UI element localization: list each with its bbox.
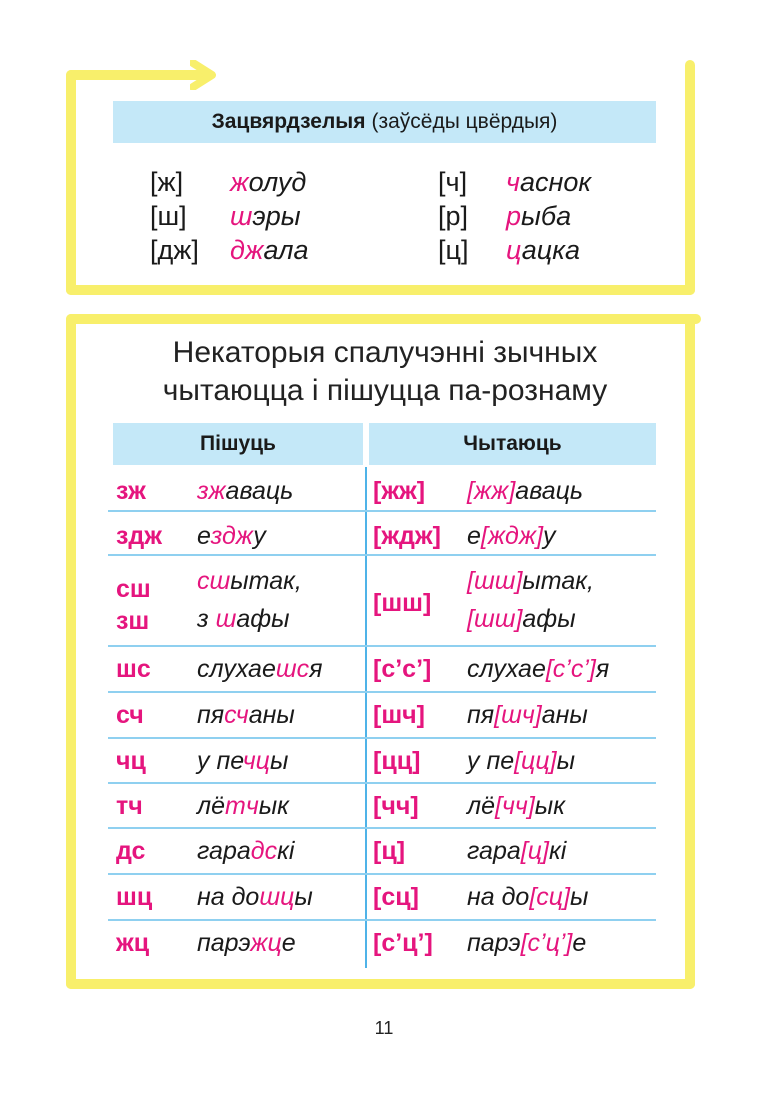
marker-top-2 [66, 314, 701, 324]
panel1-title-bold: Зацвярдзелыя [211, 110, 366, 133]
transcription-cell: [шч] [373, 701, 426, 729]
col-header-write: Пішуць [113, 423, 363, 465]
marker-left-1 [66, 70, 76, 295]
row-divider [108, 827, 656, 829]
pair-left-1 [150, 165, 306, 199]
write-example: сшытак, [197, 567, 302, 595]
sound-label: [ж] [150, 167, 184, 197]
marker-right-1 [685, 60, 695, 295]
read-example: на до[сц]ы [467, 883, 589, 911]
row-divider [108, 782, 656, 784]
write-example: пясчаны [197, 701, 295, 729]
word-rest: ацка [521, 235, 580, 265]
read-example: [шш]ытак, [467, 567, 595, 595]
read-example: у пе[цц]ы [467, 747, 575, 775]
write-example: езджу [197, 522, 266, 550]
row-divider [108, 510, 656, 512]
marker-bottom-2 [66, 979, 695, 989]
write-example: зжаваць [197, 477, 294, 505]
combo-cell: зж [116, 477, 146, 505]
word-rest: эры [252, 201, 301, 231]
panel1-header [113, 101, 656, 143]
write-example: парэжце [197, 929, 296, 957]
panel2-title-line2: чытаюцца і пішуцца па-рознаму [162, 374, 608, 407]
transcription-cell: [с’ц’] [373, 929, 433, 957]
sound-label: [дж] [150, 235, 199, 265]
write-example: слухаешся [197, 655, 323, 683]
combo-cell: сч [116, 701, 144, 729]
transcription-cell: [цц] [373, 747, 421, 775]
marker-bottom-1 [66, 285, 695, 295]
transcription-cell: [с’с’] [373, 655, 432, 683]
combo-cell: шс [116, 655, 151, 683]
pair-left-3 [150, 233, 308, 267]
word-highlight: ж [230, 167, 249, 197]
write-example: у печцы [197, 747, 289, 775]
pair-right-3 [438, 233, 580, 267]
word-highlight: ш [230, 201, 253, 231]
sound-label: [ц] [438, 235, 469, 265]
row-divider [108, 873, 656, 875]
read-example: пя[шч]аны [467, 701, 588, 729]
read-example-2: [шш]афы [467, 605, 576, 633]
word-rest: олуд [248, 167, 307, 197]
combo-cell: шц [116, 883, 153, 911]
word-rest: ала [263, 235, 309, 265]
column-divider [365, 467, 367, 968]
sound-label: [р] [438, 201, 469, 231]
row-divider [108, 737, 656, 739]
pair-left-2 [150, 199, 301, 233]
write-example: на дошцы [197, 883, 313, 911]
row-divider [108, 645, 656, 647]
word-rest: ыба [521, 201, 572, 231]
sound-label: [ш] [150, 201, 187, 231]
word-highlight: ц [506, 235, 522, 265]
row-divider [108, 554, 656, 556]
combo-cell: чц [116, 747, 146, 775]
combo-cell: сш [116, 575, 151, 603]
write-example: гарадскі [197, 837, 295, 865]
read-example: гара[ц]кі [467, 837, 567, 865]
combo-cell: тч [116, 792, 143, 820]
read-example: парэ[с’ц’]е [467, 929, 587, 957]
arrow-head-icon [190, 60, 216, 90]
marker-right-2 [685, 314, 695, 989]
panel2-title-line1: Некаторыя спалучэнні зычных [172, 336, 598, 369]
marker-arrow-line [66, 70, 206, 80]
transcription-cell: [ждж] [373, 522, 441, 550]
col-header-read: Чытаюць [369, 423, 656, 465]
read-example: [жж]аваць [467, 477, 584, 505]
transcription-cell: [ц] [373, 837, 406, 865]
combo-cell: здж [116, 522, 163, 550]
combo-cell: дс [116, 837, 146, 865]
marker-left-2 [66, 314, 76, 989]
transcription-cell: [жж] [373, 477, 426, 505]
transcription-cell: [сц] [373, 883, 419, 911]
write-example: лётчык [197, 792, 289, 820]
word-rest: аснок [519, 167, 592, 197]
read-example: е[ждж]у [467, 522, 556, 550]
read-example: лё[чч]ык [467, 792, 565, 820]
transcription-cell: [шш] [373, 589, 432, 617]
row-divider [108, 919, 656, 921]
pair-right-2 [438, 199, 571, 233]
transcription-cell: [чч] [373, 792, 419, 820]
word-highlight: дж [230, 235, 264, 265]
combo-cell: жц [116, 929, 150, 957]
word-highlight: ч [506, 167, 520, 197]
read-example: слухае[с’с’]я [467, 655, 610, 683]
sound-label: [ч] [438, 167, 468, 197]
row-divider [108, 691, 656, 693]
panel1-title-rest: (заўсёды цвёрдыя) [371, 110, 558, 133]
page-number: 11 [374, 1018, 394, 1038]
pair-right-1 [438, 165, 591, 199]
write-example-2: з шафы [197, 605, 290, 633]
combo-cell-2: зш [116, 607, 150, 635]
word-highlight: р [506, 201, 522, 231]
